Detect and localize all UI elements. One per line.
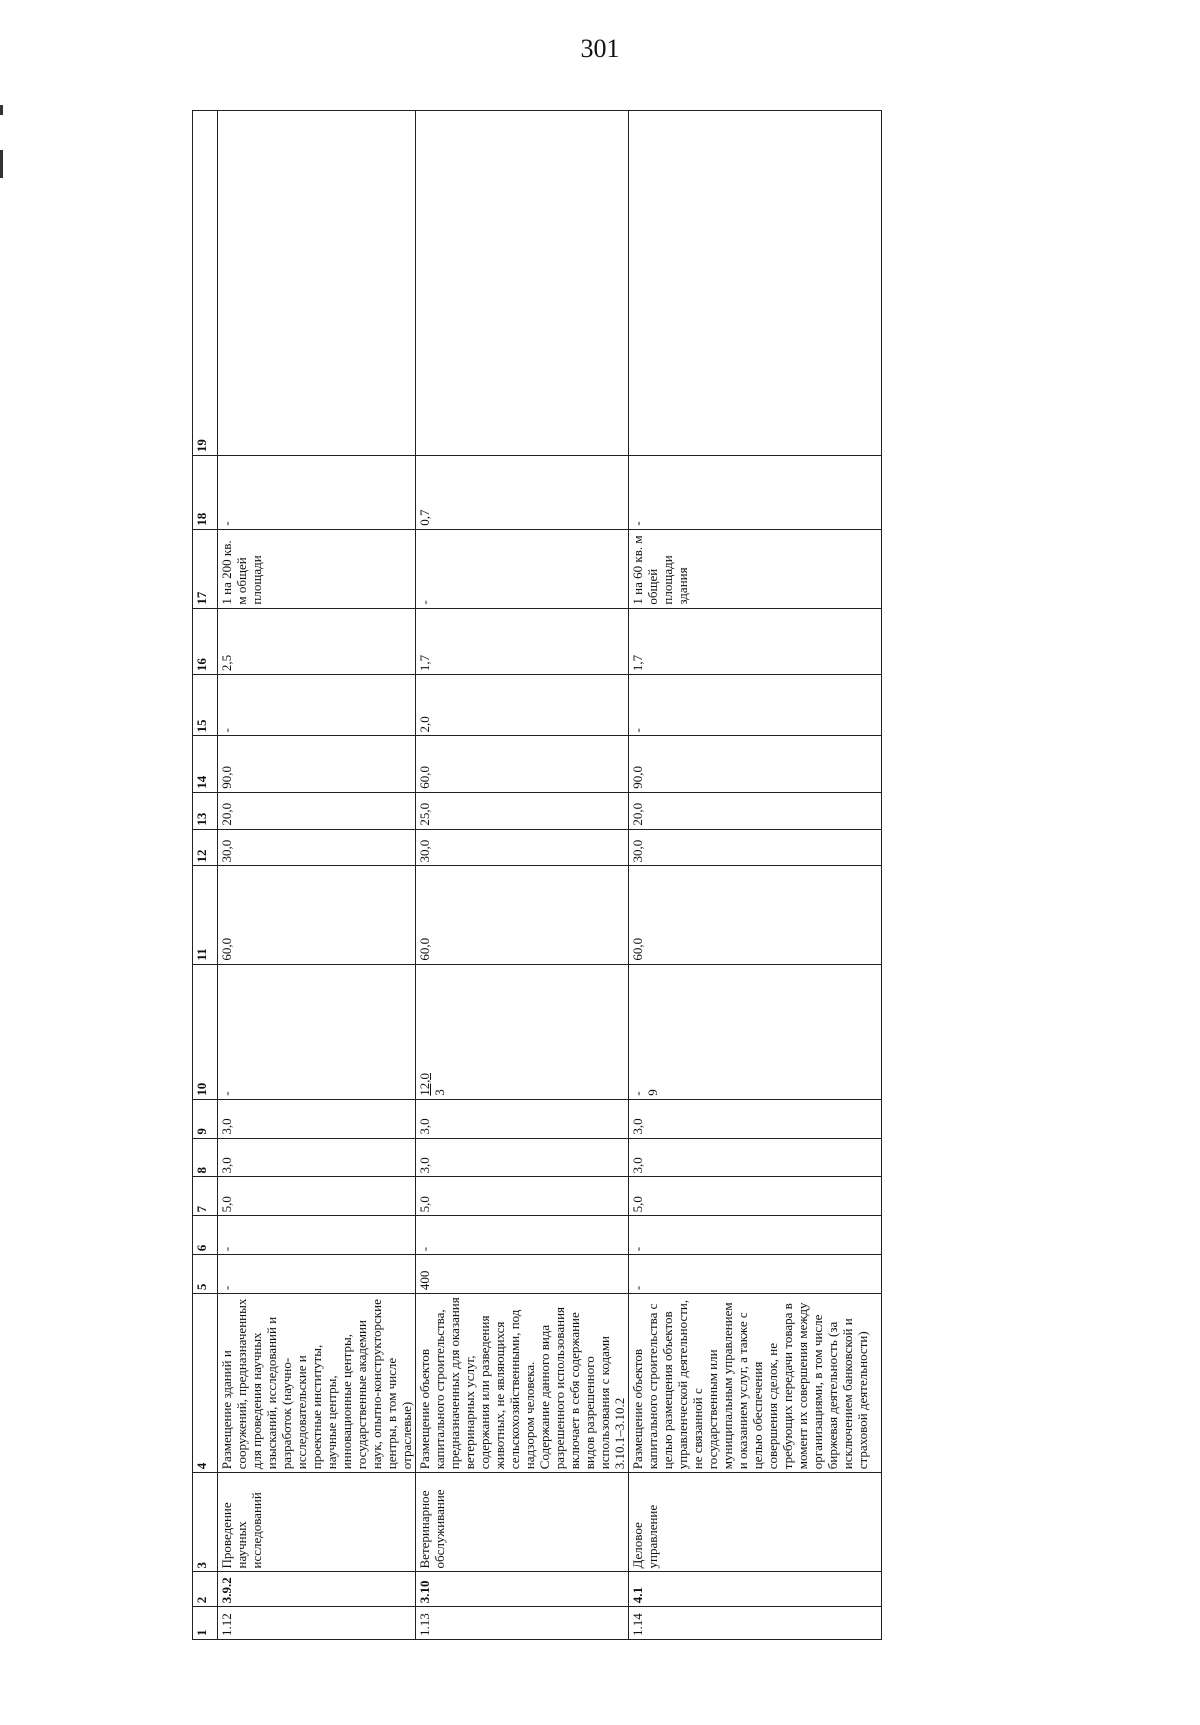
parking-norm-cell: 1 на 200 кв. м общей площади: [218, 529, 416, 608]
value-cell: 30,0: [629, 829, 882, 866]
page-number: 301: [580, 34, 620, 63]
height-fraction-cell: [629, 964, 882, 1099]
regulations-table: [192, 110, 882, 1640]
value-cell: -: [218, 1216, 416, 1255]
row-number-cell: 1.13: [416, 1607, 629, 1640]
value-cell: 30,0: [416, 829, 629, 866]
value-cell: 2,5: [218, 608, 416, 675]
column-header: 8: [193, 1138, 218, 1177]
value-cell: 60,0: [416, 866, 629, 964]
code-cell: 4.1: [629, 1572, 882, 1607]
value-cell: -: [218, 1255, 416, 1294]
rotated-table-wrapper: [192, 110, 1192, 1640]
table-row: [416, 111, 629, 1640]
column-header: 5: [193, 1255, 218, 1294]
column-header: 11: [193, 866, 218, 964]
column-header: 4: [193, 1294, 218, 1473]
height-fraction-cell: [416, 964, 629, 1099]
row-number-cell: 1.14: [629, 1607, 882, 1640]
code-cell: 3.9.2: [218, 1572, 416, 1607]
value-cell: 5,0: [218, 1177, 416, 1216]
fraction-top: -: [630, 1091, 645, 1096]
row-number-cell: 1.12: [218, 1607, 416, 1640]
code-cell: 3.10: [416, 1572, 629, 1607]
value-cell: 3,0: [218, 1099, 416, 1138]
value-cell: 90,0: [629, 736, 882, 792]
value-cell: -: [629, 675, 882, 736]
value-cell: -: [629, 1255, 882, 1294]
column-header: 15: [193, 675, 218, 736]
value-cell: 60,0: [218, 866, 416, 964]
column-header: 19: [193, 111, 218, 456]
parking-norm-cell: -: [416, 529, 629, 608]
value-cell: 3,0: [218, 1138, 416, 1177]
column-header: 6: [193, 1216, 218, 1255]
value-cell: 20,0: [629, 792, 882, 829]
column-header: 14: [193, 736, 218, 792]
value-cell: 5,0: [629, 1177, 882, 1216]
header-row: [193, 111, 218, 1640]
fraction-top: -: [219, 1091, 234, 1096]
value-cell: [416, 111, 629, 456]
scan-edge-mark: [0, 150, 3, 178]
use-description-cell: Размещение зданий и сооружений, предназначенных для проведения научных изысканий, исследований и разработок (научно-исследовательские и проектные институты, научные центры, инновационные центры, государственные академии наук, опытно-конструкторские центры, в том числе отраслевые): [218, 1294, 416, 1473]
value-cell: 30,0: [218, 829, 416, 866]
height-fraction-cell: [218, 964, 416, 1099]
column-header: 1: [193, 1607, 218, 1640]
value-cell: 60,0: [416, 736, 629, 792]
column-header: 3: [193, 1473, 218, 1572]
table-row: [218, 111, 416, 1640]
value-cell: 25,0: [416, 792, 629, 829]
use-name-cell: Ветеринарное обслуживание: [416, 1473, 629, 1572]
value-cell: 20,0: [218, 792, 416, 829]
value-cell: -: [218, 456, 416, 530]
column-header: 10: [193, 964, 218, 1099]
value-cell: 2,0: [416, 675, 629, 736]
value-cell: 0,7: [416, 456, 629, 530]
column-header: 16: [193, 608, 218, 675]
fraction-top: 12,0: [417, 1073, 432, 1096]
fraction-bottom: 9: [645, 1089, 660, 1096]
value-cell: 3,0: [416, 1099, 629, 1138]
value-cell: [218, 111, 416, 456]
column-header: 18: [193, 456, 218, 530]
value-cell: [629, 111, 882, 456]
use-name-cell: Проведение научных исследований: [218, 1473, 416, 1572]
value-cell: 3,0: [629, 1138, 882, 1177]
value-cell: 1,7: [416, 608, 629, 675]
table-row: [629, 111, 882, 1640]
use-description-cell: Размещение объектов капитального строительства, предназначенных для оказания ветеринарных услуг, содержания или разведения животных, не являющихся сельскохозяйственными, под надзором человека. Содержание данного вида разрешенного использования включает в себя содержание видов разрешенного использования с кодами 3.10.1–3.10.2: [416, 1294, 629, 1473]
column-header: 2: [193, 1572, 218, 1607]
use-description-cell: Размещение объектов капитального строительства с целью размещения объектов управленческой деятельности, не связанной с государственным или муниципальным управлением и оказанием услуг, а также с целью обеспечения совершения сделок, не требующих передачи товара в момент их совершения между организациями, в том числе биржевая деятельность (за исключением банковской и страховой деятельности): [629, 1294, 882, 1473]
column-header: 9: [193, 1099, 218, 1138]
column-header: 12: [193, 829, 218, 866]
value-cell: -: [218, 675, 416, 736]
use-name-cell: Деловое управление: [629, 1473, 882, 1572]
value-cell: 60,0: [629, 866, 882, 964]
value-cell: -: [629, 1216, 882, 1255]
value-cell: 90,0: [218, 736, 416, 792]
value-cell: -: [629, 456, 882, 530]
fraction-bottom: 3: [432, 1089, 447, 1096]
column-header: 17: [193, 529, 218, 608]
column-header: 7: [193, 1177, 218, 1216]
value-cell: 1,7: [629, 608, 882, 675]
value-cell: 400: [416, 1255, 629, 1294]
value-cell: 3,0: [416, 1138, 629, 1177]
value-cell: 3,0: [629, 1099, 882, 1138]
scan-edge-mark: [0, 105, 3, 115]
value-cell: 5,0: [416, 1177, 629, 1216]
value-cell: -: [416, 1216, 629, 1255]
column-header: 13: [193, 792, 218, 829]
parking-norm-cell: 1 на 60 кв. м общей площади здания: [629, 529, 882, 608]
